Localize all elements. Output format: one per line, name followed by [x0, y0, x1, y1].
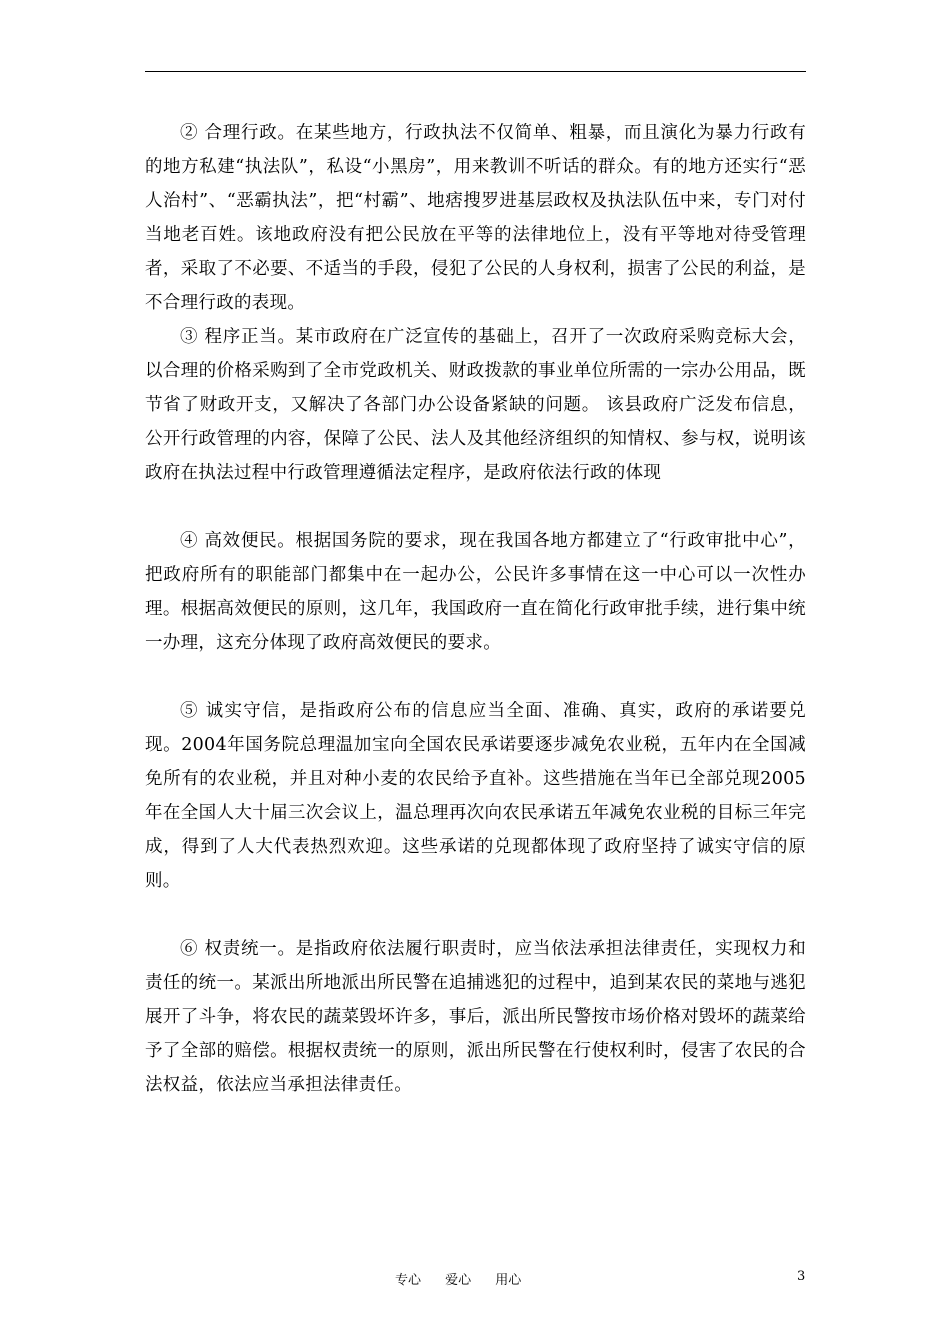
paragraph-efficiency-convenience: ④ 高效便民。根据国务院的要求，现在我国各地方都建立了“行政审批中心”，把政府所有的职能部门都集中在一起办公，公民许多事情在这一中心可以一次性办理。根据高效便民的原则，这几年，我国政府一直在简化行政审批手续，进行集中统一办理，这充分体现了政府高效便民的要求。	[145, 531, 806, 653]
paragraph-honesty-credibility: ⑤ 诚实守信，是指政府公布的信息应当全面、准确、真实，政府的承诺要兑现。2004年国务院总理温加宝向全国农民承诺要逐步减免农业税，五年内在全国减免所有的农业税，并且对种小麦的农民给予直补。这些措施在当年已全部兑现2005年在全国人大十届三次会议上，温总理再次向农民承诺五年减免农业税的目标三年完成，得到了人大代表热烈欢迎。这些承诺的兑现都体现了政府坚持了诚实守信的原则。	[145, 701, 806, 891]
paragraph-power-responsibility: ⑥ 权责统一。是指政府依法履行职责时，应当依法承担法律责任，实现权力和责任的统一。某派出所地派出所民警在追捕逃犯的过程中，追到某农民的菜地与逃犯展开了斗争，将农民的蔬菜毁坏许多，事后，派出所民警按市场价格对毁坏的蔬菜给予了全部的赔偿。根据权责统一的原则，派出所民警在行使权利时，侵害了农民的合法权益，依法应当承担法律责任。	[145, 939, 806, 1095]
paragraph-spacer	[145, 490, 806, 524]
page-number: 3	[797, 1269, 806, 1284]
document-body	[145, 116, 806, 1102]
paragraph-reasonable-administration: ② 合理行政。在某些地方，行政执法不仅简单、粗暴，而且演化为暴力行政有的地方私建“执法队”，私设“小黑房”，用来教训不听话的群众。有的地方还实行“恶人治村”、“恶霸执法”，把“村霸”、地痞搜罗进基层政权及执法队伍中来，专门对付当地老百姓。该地政府没有把公民放在平等的法律地位上，没有平等地对待受管理者，采取了不必要、不适当的手段，侵犯了公民的人身权利，损害了公民的利益，是不合理行政的表现。	[145, 123, 806, 313]
paragraph-spacer	[145, 660, 806, 694]
footer-slogan: 专心 爱心 用心	[395, 1273, 522, 1288]
paragraph-spacer	[145, 898, 806, 932]
header-rule	[145, 71, 806, 72]
paragraph-due-process: ③ 程序正当。某市政府在广泛宣传的基础上，召开了一次政府采购竞标大会，以合理的价格采购到了全市党政机关、财政拨款的事业单位所需的一宗办公用品，既节省了财政开支，又解决了各部门办公设备紧缺的问题。 该县政府广泛发布信息，公开行政管理的内容，保障了公民、法人及其他经济组织的知情权、参与权，说明该政府在执法过程中行政管理遵循法定程序，是政府依法行政的体现	[145, 327, 806, 483]
page-footer	[0, 1269, 950, 1289]
